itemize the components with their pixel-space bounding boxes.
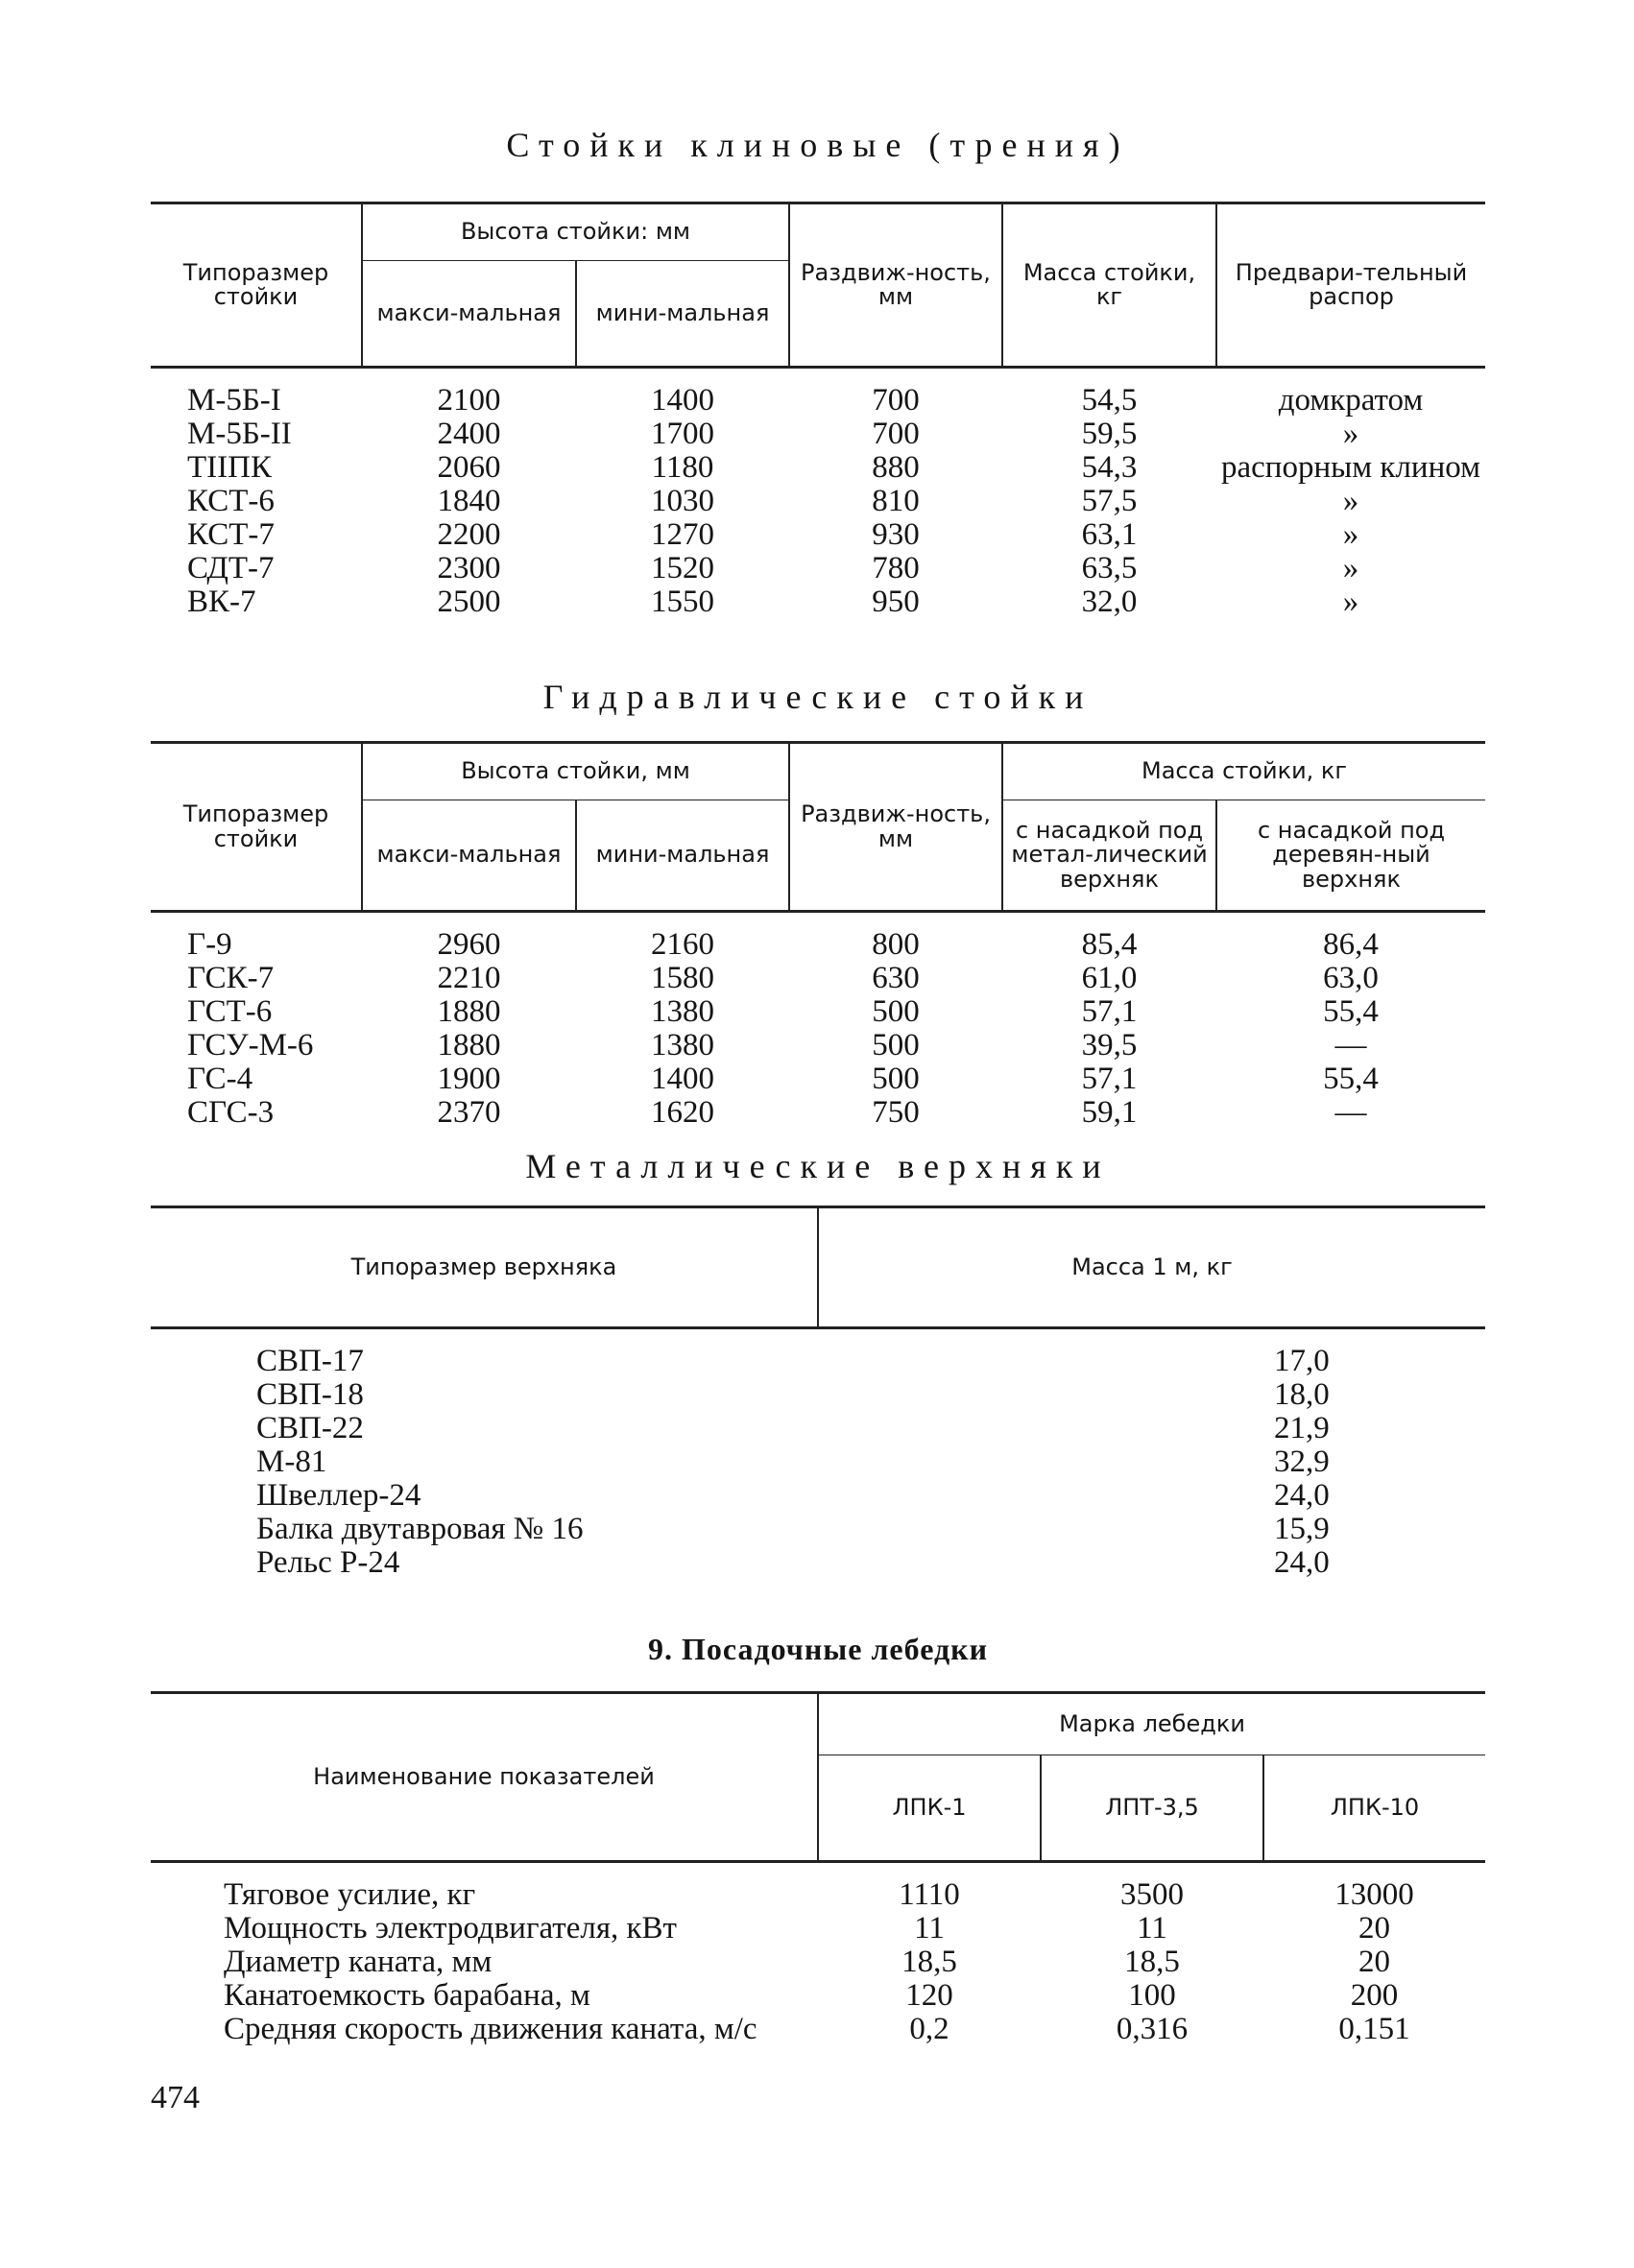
cell-name: ГСТ-6 <box>187 994 273 1029</box>
cell-mass: 63,1 <box>1081 517 1138 552</box>
table-row <box>151 1062 1485 1096</box>
table-row <box>151 1378 1485 1412</box>
cell-mass: 24,0 <box>1274 1545 1330 1580</box>
wedge-props-table <box>151 202 1485 619</box>
cell-mass: 32,0 <box>1081 585 1138 619</box>
section-title-wedge-props: Стойки клиновые (трения) <box>506 126 1130 164</box>
header-mass-group: Масса стойки, кг <box>1002 743 1485 800</box>
cell-note: » <box>1342 484 1359 518</box>
header-min: мини-мальная <box>576 800 789 912</box>
cell-param: Средняя скорость движения каната, м/с <box>224 2012 757 2046</box>
cell-mass: 32,9 <box>1274 1444 1330 1479</box>
cell-max: 1840 <box>437 484 501 518</box>
table-row <box>151 585 1485 619</box>
cell-name: Балка двутавровая № 16 <box>256 1512 584 1546</box>
cell-ext: 700 <box>872 383 920 418</box>
header-mass-wood: с насадкой под деревян-ный верхняк <box>1216 800 1485 912</box>
table-row <box>151 1979 1485 2013</box>
cell-lpk1: 18,5 <box>901 1945 957 1979</box>
cell-lpk1: 120 <box>905 1978 953 2013</box>
cell-lpt35: 11 <box>1137 1911 1167 1946</box>
cell-name: СВП-22 <box>256 1411 364 1445</box>
header-mass: Масса стойки, кг <box>1002 203 1216 368</box>
cell-name: М-5Б-II <box>187 417 292 451</box>
cell-name: КСТ-6 <box>187 484 275 518</box>
cell-min: 1580 <box>651 961 714 995</box>
section-title-hydraulic-props: Гидравлические стойки <box>542 678 1093 716</box>
table-row <box>151 2013 1485 2046</box>
header-height-group: Высота стойки, мм <box>362 743 789 800</box>
section-title-metal-caps: Металлические верхняки <box>525 1147 1111 1185</box>
header-brand-lpk10: ЛПК-10 <box>1263 1755 1485 1862</box>
header-min: мини-мальная <box>576 261 789 368</box>
cell-min: 1400 <box>651 383 714 418</box>
cell-name: СГС-3 <box>187 1095 275 1130</box>
cell-name: М-81 <box>256 1444 327 1479</box>
cell-lpk10: 20 <box>1358 1945 1391 1979</box>
cell-lpt35: 0,316 <box>1116 2012 1189 2046</box>
cell-ext: 800 <box>872 927 920 962</box>
cell-max: 2200 <box>437 517 501 552</box>
cell-lpk1: 11 <box>914 1911 945 1946</box>
winches-table <box>151 1691 1485 2046</box>
table-row <box>151 912 1485 963</box>
header-max: макси-мальная <box>362 800 576 912</box>
cell-param: Мощность электродвигателя, кВт <box>224 1911 677 1946</box>
cell-lpt35: 3500 <box>1120 1877 1184 1912</box>
cell-mass: 21,9 <box>1274 1411 1330 1445</box>
cell-max: 2960 <box>437 927 501 962</box>
cell-name: ТIIПК <box>187 450 272 485</box>
cell-max: 1880 <box>437 1028 501 1062</box>
cell-mass-metal: 85,4 <box>1081 927 1138 962</box>
metal-caps-table <box>151 1206 1485 1580</box>
header-param: Наименование показателей <box>151 1693 818 1862</box>
cell-max: 2370 <box>437 1095 501 1130</box>
table-row <box>151 1513 1485 1546</box>
table-row <box>151 962 1485 995</box>
header-extension: Раздвиж-ность, мм <box>789 203 1002 368</box>
cell-mass: 57,5 <box>1081 484 1138 518</box>
cell-max: 2210 <box>437 961 501 995</box>
cell-mass: 24,0 <box>1274 1478 1330 1513</box>
cell-min: 1180 <box>651 450 714 485</box>
cell-max: 2100 <box>437 383 501 418</box>
cell-name: ГС-4 <box>187 1062 253 1096</box>
cell-lpk10: 200 <box>1350 1978 1399 2013</box>
cell-min: 1700 <box>651 417 714 451</box>
cell-name: ГСУ-М-6 <box>187 1028 314 1062</box>
hydraulic-props-table <box>151 741 1485 1130</box>
cell-note: распорным клином <box>1221 450 1480 485</box>
table-row <box>151 368 1485 418</box>
cell-name: СДТ-7 <box>187 551 275 585</box>
cell-name: Швеллер-24 <box>256 1478 421 1513</box>
cell-ext: 500 <box>872 994 920 1029</box>
cell-note: » <box>1342 551 1359 585</box>
cell-mass-wood: — <box>1334 1095 1367 1130</box>
table-row <box>151 1029 1485 1062</box>
cell-mass-wood: 55,4 <box>1323 1062 1379 1096</box>
cell-mass: 63,5 <box>1081 551 1138 585</box>
cell-note: домкратом <box>1278 383 1424 418</box>
cell-lpt35: 18,5 <box>1124 1945 1180 1979</box>
cell-note: » <box>1342 585 1359 619</box>
cell-mass: 17,0 <box>1274 1344 1330 1378</box>
cell-mass-wood: 63,0 <box>1323 961 1379 995</box>
cell-min: 1520 <box>651 551 714 585</box>
cell-name: М-5Б-I <box>187 383 281 418</box>
cell-min: 1620 <box>651 1095 714 1130</box>
cell-ext: 500 <box>872 1028 920 1062</box>
cell-min: 1550 <box>651 585 714 619</box>
table-row <box>151 1479 1485 1513</box>
page-number: 474 <box>151 2080 200 2115</box>
table-row <box>151 451 1485 485</box>
table-row <box>151 1328 1485 1379</box>
header-max: макси-мальная <box>362 261 576 368</box>
cell-mass: 54,5 <box>1081 383 1138 418</box>
table-row <box>151 552 1485 585</box>
cell-lpk10: 0,151 <box>1338 2012 1410 2046</box>
cell-lpk1: 0,2 <box>909 2012 949 2046</box>
cell-ext: 700 <box>872 417 920 451</box>
header-cap-mass: Масса 1 м, кг <box>818 1207 1485 1328</box>
cell-ext: 810 <box>872 484 920 518</box>
table-row <box>151 1862 1485 1913</box>
header-height-group: Высота стойки: мм <box>362 203 789 261</box>
cell-param: Диаметр каната, мм <box>224 1945 493 1979</box>
header-prestress: Предвари-тельный распор <box>1216 203 1485 368</box>
cell-mass-wood: — <box>1334 1028 1367 1062</box>
cell-mass-metal: 57,1 <box>1081 994 1138 1029</box>
table-row <box>151 485 1485 518</box>
cell-mass-metal: 61,0 <box>1081 961 1138 995</box>
cell-max: 1900 <box>437 1062 501 1096</box>
cell-max: 1880 <box>437 994 501 1029</box>
header-brand-group: Марка лебедки <box>818 1693 1485 1755</box>
cell-min: 1270 <box>651 517 714 552</box>
cell-mass-metal: 57,1 <box>1081 1062 1138 1096</box>
cell-param: Канатоемкость барабана, м <box>224 1978 590 2013</box>
header-type: Типоразмер стойки <box>151 203 362 368</box>
cell-param: Тяговое усилие, кг <box>224 1877 476 1912</box>
cell-ext: 750 <box>872 1095 920 1130</box>
cell-name: ВК-7 <box>187 585 256 619</box>
cell-lpk10: 13000 <box>1334 1877 1414 1912</box>
cell-lpk10: 20 <box>1358 1911 1391 1946</box>
table-row <box>151 1096 1485 1130</box>
table-row <box>151 995 1485 1029</box>
cell-mass: 15,9 <box>1274 1512 1330 1546</box>
header-cap-type: Типоразмер верхняка <box>151 1207 818 1328</box>
cell-name: КСТ-7 <box>187 517 275 552</box>
cell-min: 1380 <box>651 994 714 1029</box>
cell-lpt35: 100 <box>1128 1978 1176 2013</box>
cell-min: 1400 <box>651 1062 714 1096</box>
cell-ext: 930 <box>872 517 920 552</box>
cell-mass-wood: 55,4 <box>1323 994 1379 1029</box>
cell-mass: 54,3 <box>1081 450 1138 485</box>
cell-name: Г-9 <box>187 927 232 962</box>
cell-min: 2160 <box>651 927 714 962</box>
table-row <box>151 1946 1485 1979</box>
cell-mass-metal: 39,5 <box>1081 1028 1138 1062</box>
cell-name: СВП-18 <box>256 1377 364 1412</box>
cell-max: 2500 <box>437 585 501 619</box>
cell-max: 2060 <box>437 450 501 485</box>
cell-note: » <box>1342 417 1359 451</box>
cell-ext: 630 <box>872 961 920 995</box>
cell-name: ГСК-7 <box>187 961 275 995</box>
cell-mass-metal: 59,1 <box>1081 1095 1138 1130</box>
header-brand-lpk1: ЛПК-1 <box>818 1755 1041 1862</box>
cell-min: 1380 <box>651 1028 714 1062</box>
cell-lpk1: 1110 <box>899 1877 960 1912</box>
cell-ext: 880 <box>872 450 920 485</box>
table-row <box>151 1412 1485 1445</box>
cell-name: СВП-17 <box>256 1344 364 1378</box>
header-mass-metal: с насадкой под метал-лический верхняк <box>1002 800 1216 912</box>
cell-max: 2400 <box>437 417 501 451</box>
table-row <box>151 418 1485 451</box>
cell-min: 1030 <box>651 484 714 518</box>
cell-ext: 950 <box>872 585 920 619</box>
cell-note: » <box>1342 517 1359 552</box>
cell-mass-wood: 86,4 <box>1323 927 1379 962</box>
section-title-winches: 9. Посадочные лебедки <box>647 1632 989 1666</box>
table-row <box>151 1912 1485 1946</box>
cell-mass: 18,0 <box>1274 1377 1330 1412</box>
cell-max: 2300 <box>437 551 501 585</box>
table-row <box>151 518 1485 552</box>
table-row <box>151 1445 1485 1479</box>
cell-ext: 780 <box>872 551 920 585</box>
cell-ext: 500 <box>872 1062 920 1096</box>
table-row <box>151 1546 1485 1580</box>
cell-mass: 59,5 <box>1081 417 1138 451</box>
cell-name: Рельс Р-24 <box>256 1545 400 1580</box>
header-extension: Раздвиж-ность, мм <box>789 743 1002 912</box>
header-brand-lpt35: ЛПТ-3,5 <box>1041 1755 1263 1862</box>
header-type: Типоразмер стойки <box>151 743 362 912</box>
